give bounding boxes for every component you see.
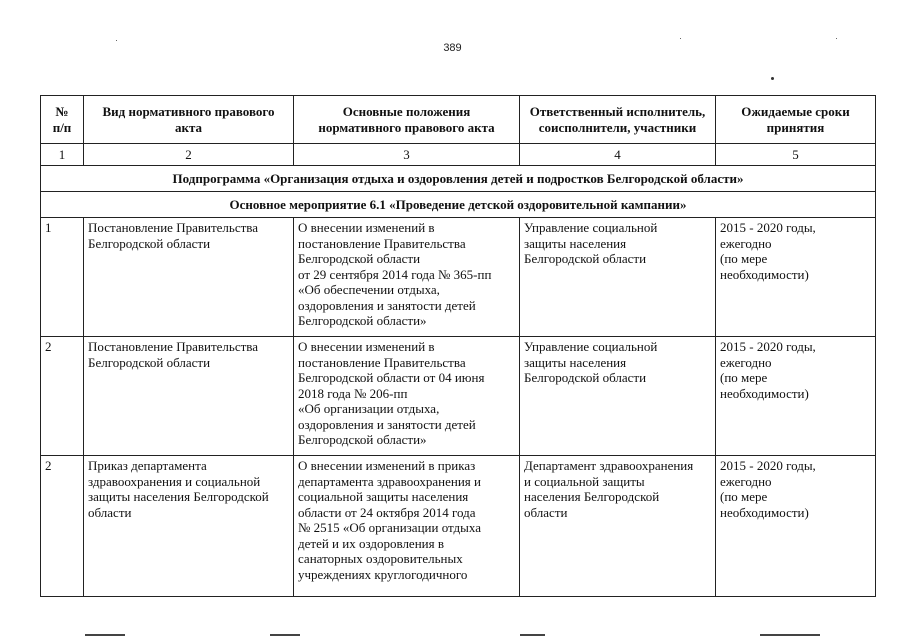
scan-speck <box>116 40 117 41</box>
scan-artifact <box>520 634 545 636</box>
column-number: 5 <box>716 144 876 166</box>
header-act-type: Вид нормативного правового акта <box>84 96 294 144</box>
provisions-cell: О внесении изменений в постановление Правительства Белгородской области от 29 сентября 2014 года № 365-пп «Об обеспечении отдыха, оздоровления и занятости детей Белгородской области» <box>294 218 520 337</box>
row-number: 1 <box>41 218 84 337</box>
scan-artifact <box>85 634 125 636</box>
scan-speck <box>836 38 837 39</box>
scan-speck <box>680 38 681 39</box>
act-type-cell: Постановление Правительства Белгородской области <box>84 337 294 456</box>
responsible-cell: Управление социальной защиты населения Белгородской области <box>520 337 716 456</box>
responsible-cell: Департамент здравоохранения и социальной защиты населения Белгородской области <box>520 456 716 597</box>
table-row <box>41 337 876 456</box>
column-number-row <box>41 144 876 166</box>
header-responsible: Ответственный исполнитель, соисполнители, участники <box>520 96 716 144</box>
column-number: 4 <box>520 144 716 166</box>
scan-artifact <box>760 634 820 636</box>
provisions-cell: О внесении изменений в постановление Правительства Белгородской области от 04 июня 2018 года № 206-пп «Об организации отдыха, оздоровления и занятости детей Белгородской области» <box>294 337 520 456</box>
act-type-cell: Постановление Правительства Белгородской области <box>84 218 294 337</box>
scan-bottom-edge <box>0 631 905 640</box>
table-row <box>41 456 876 597</box>
main-event-title: Основное мероприятие 6.1 «Проведение детской оздоровительной кампании» <box>41 192 876 218</box>
responsible-cell: Управление социальной защиты населения Белгородской области <box>520 218 716 337</box>
deadline-cell: 2015 - 2020 годы, ежегодно (по мере необходимости) <box>716 218 876 337</box>
subprogram-row <box>41 166 876 192</box>
row-number: 2 <box>41 456 84 597</box>
header-provisions: Основные положения нормативного правового акта <box>294 96 520 144</box>
deadline-cell: 2015 - 2020 годы, ежегодно (по мере необходимости) <box>716 337 876 456</box>
table-row <box>41 218 876 337</box>
column-number: 3 <box>294 144 520 166</box>
deadline-cell: 2015 - 2020 годы, ежегодно (по мере необходимости) <box>716 456 876 597</box>
header-deadline: Ожидаемые сроки принятия <box>716 96 876 144</box>
act-type-cell: Приказ департамента здравоохранения и социальной защиты населения Белгородской области <box>84 456 294 597</box>
legal-acts-table <box>40 95 876 597</box>
header-row <box>41 96 876 144</box>
scan-artifact <box>270 634 300 636</box>
column-number: 2 <box>84 144 294 166</box>
subprogram-title: Подпрограмма «Организация отдыха и оздоровления детей и подростков Белгородской области» <box>41 166 876 192</box>
header-number: № п/п <box>41 96 84 144</box>
column-number: 1 <box>41 144 84 166</box>
main-event-row <box>41 192 876 218</box>
scan-speck <box>771 77 774 80</box>
provisions-cell: О внесении изменений в приказ департамента здравоохранения и социальной защиты населения области от 24 октября 2014 года № 2515 «Об организации отдыха детей и их оздоровления в санаторных оздоровительных учреждениях круглогодичного <box>294 456 520 597</box>
page-number: 389 <box>443 42 462 54</box>
row-number: 2 <box>41 337 84 456</box>
